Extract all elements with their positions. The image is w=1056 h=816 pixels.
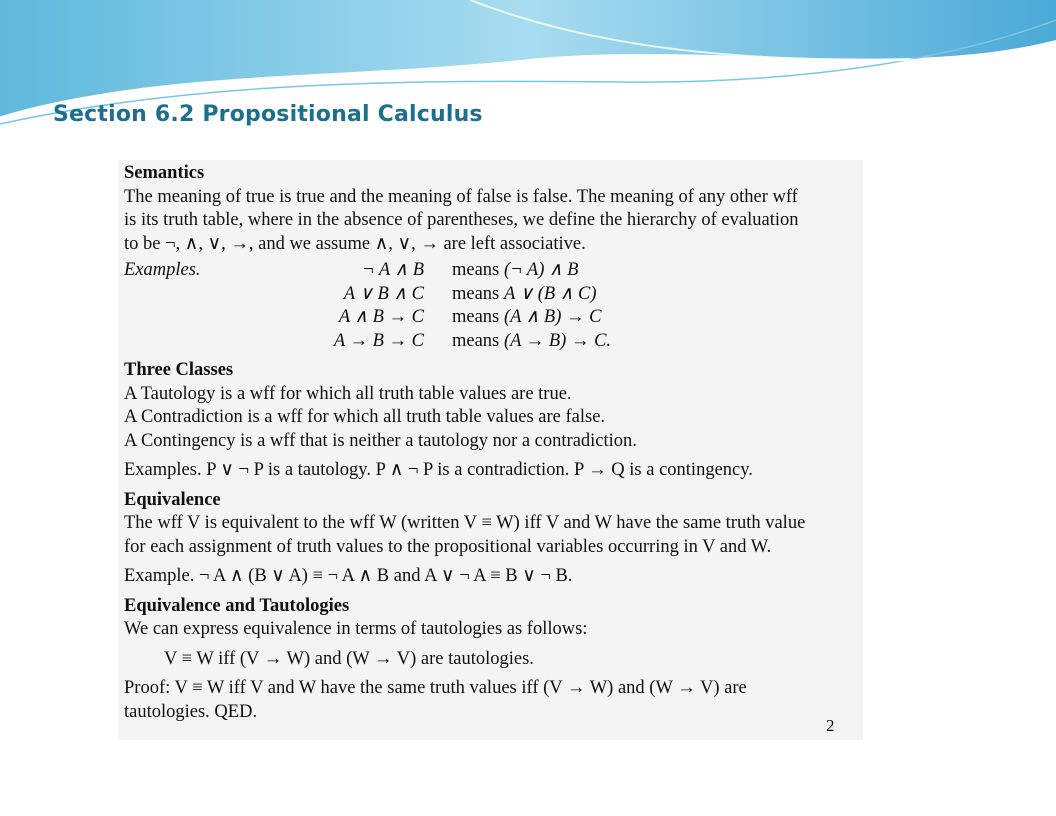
semantics-line: The meaning of true is true and the meaning of false is false. The meaning of any other wff — [124, 186, 798, 207]
equivalence-tautologies-heading: Equivalence and Tautologies — [124, 595, 350, 616]
example-expr: ¬ A ∧ B — [362, 260, 424, 280]
equivalence-tautologies-statement: V ≡ W iff (V → W) and (W → V) are tautologies. — [164, 648, 534, 669]
semantics-heading: Semantics — [124, 163, 205, 183]
example-means: means — [452, 260, 500, 280]
example-result: (A ∧ B) → C — [504, 307, 602, 327]
three-classes-line: A Contradiction is a wff for which all truth table values are false. — [124, 407, 606, 427]
slide-title: Section 6.2 Propositional Calculus — [53, 102, 483, 127]
semantics-examples — [124, 259, 864, 353]
example-result: (A → B) → C. — [504, 330, 612, 351]
semantics-line: is its truth table, where in the absence of parentheses, we define the hierarchy of evaluation — [124, 210, 799, 230]
equivalence-line: The wff V is equivalent to the wff W (written V ≡ W) iff V and W have the same truth value — [124, 513, 806, 533]
example-expr: A → B → C — [333, 330, 424, 351]
example-expr: A ∨ B ∧ C — [343, 283, 424, 304]
proof-line: tautologies. QED. — [124, 701, 258, 722]
example-means: means — [452, 283, 500, 304]
equivalence-example: Example. ¬ A ∧ (B ∨ A) ≡ ¬ A ∧ B and A ∨ ¬ A ≡ B ∨ ¬ B. — [124, 566, 573, 586]
proof-line: Proof: V ≡ W iff V and W have the same truth values iff (V → W) and (W → V) are — [124, 678, 747, 698]
equivalence-line: for each assignment of truth values to the propositional variables occurring in V and W. — [124, 536, 772, 557]
example-result: A ∨ (B ∧ C) — [504, 283, 597, 304]
equivalence-tautologies-intro: We can express equivalence in terms of tautologies as follows: — [124, 619, 588, 639]
equivalence-heading: Equivalence — [124, 489, 221, 510]
example-result: (¬ A) ∧ B — [504, 260, 579, 280]
examples-label: Examples. — [124, 260, 201, 280]
example-expr: A ∧ B → C — [338, 307, 424, 327]
three-classes-heading: Three Classes — [124, 360, 234, 380]
three-classes-examples: Examples. P ∨ ¬ P is a tautology. P ∧ ¬ P is a contradiction. P → Q is a contingency. — [124, 460, 753, 480]
examples-table — [274, 259, 684, 353]
content-body — [124, 162, 864, 724]
example-means: means — [452, 330, 500, 351]
semantics-line: to be ¬, ∧, ∨, →, and we assume ∧, ∨, → are left associative. — [124, 233, 586, 254]
page-number: 2 — [826, 716, 835, 735]
three-classes-line: A Tautology is a wff for which all truth table values are true. — [124, 383, 572, 404]
three-classes-line: A Contingency is a wff that is neither a tautology nor a contradiction. — [124, 430, 637, 451]
example-means: means — [452, 307, 500, 327]
